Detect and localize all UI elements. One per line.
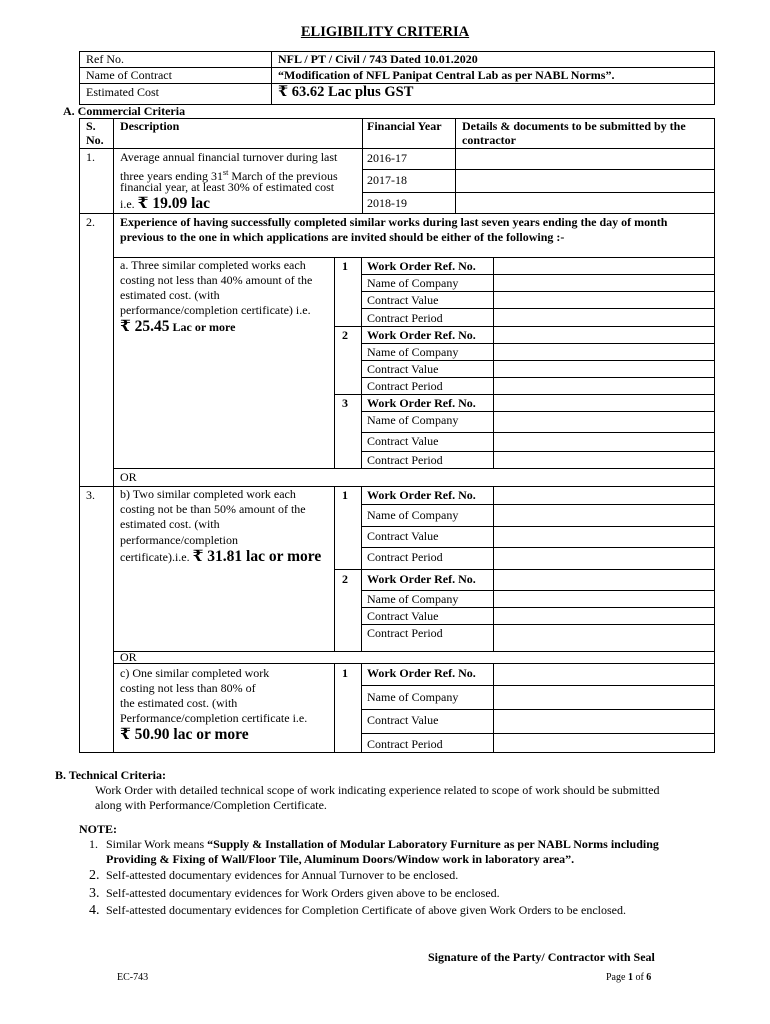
c1-period: Contract Period	[367, 737, 443, 751]
row1-line3: financial year, at least 30% of estimated cost	[120, 180, 335, 194]
option-b-line2: costing not be than 50% amount of the	[120, 502, 306, 516]
fy-year-3: 2018-19	[367, 196, 407, 210]
page-title: ELIGIBILITY CRITERIA	[300, 24, 470, 40]
b1-value: Contract Value	[367, 529, 439, 543]
option-c-amount: ₹ 50.90 lac or more	[120, 726, 249, 743]
or-label-1: OR	[120, 470, 137, 484]
col-description: Description	[120, 119, 180, 133]
or-label-2: OR	[120, 650, 137, 664]
option-a-line2: costing not less than 40% amount of the	[120, 273, 313, 287]
b2-period: Contract Period	[367, 626, 443, 640]
option-c-line3: the estimated cost. (with	[120, 696, 238, 710]
note-1-line1: Similar Work means “Supply & Installation of Modular Laboratory Furniture as per NABL Norms including	[106, 837, 659, 851]
row1-line2: three years ending 31st March of the previous	[120, 168, 338, 183]
contract-label: Name of Contract	[86, 68, 172, 82]
a2-period: Contract Period	[367, 379, 443, 393]
option-c-line4: Performance/completion certificate i.e.	[120, 711, 308, 725]
work-num-a3: 3	[342, 396, 348, 410]
b2-company: Name of Company	[367, 592, 459, 606]
option-b-line3: estimated cost. (with	[120, 517, 220, 531]
technical-heading: B. Technical Criteria:	[55, 768, 166, 782]
a2-company: Name of Company	[367, 345, 459, 359]
a3-value: Contract Value	[367, 434, 439, 448]
ref-value: NFL / PT / Civil / 743 Dated 10.01.2020	[278, 52, 478, 66]
ref-label: Ref No.	[86, 52, 124, 66]
signature-label: Signature of the Party/ Contractor with Seal	[428, 950, 655, 964]
a2-wo: Work Order Ref. No.	[367, 328, 476, 342]
c1-value: Contract Value	[367, 713, 439, 727]
note-4-number: 4.	[89, 903, 100, 918]
note-4-text: Self-attested documentary evidences for Completion Certificate of above given Work Orders to be enclosed.	[106, 903, 626, 917]
a1-value: Contract Value	[367, 293, 439, 307]
option-c-line2: costing not less than 80% of	[120, 681, 256, 695]
work-num-b2: 2	[342, 572, 348, 586]
col-sno-2: No.	[86, 133, 104, 147]
row3-sno: 3.	[86, 488, 95, 502]
a3-company: Name of Company	[367, 413, 459, 427]
work-num-b1: 1	[342, 488, 348, 502]
col-documents-2: contractor	[462, 133, 516, 147]
col-financial-year: Financial Year	[367, 119, 442, 133]
footer-code: EC-743	[117, 972, 149, 983]
note-heading: NOTE:	[79, 822, 118, 836]
note-2-number: 2.	[89, 868, 100, 883]
option-a-amount: ₹ 25.45 Lac or more	[120, 318, 236, 335]
note-1-number: 1.	[89, 837, 98, 851]
work-num-c1: 1	[342, 666, 348, 680]
row2-line1: Experience of having successfully completed similar works during last seven years ending the day of month	[120, 215, 668, 229]
b1-period: Contract Period	[367, 550, 443, 564]
c1-wo: Work Order Ref. No.	[367, 666, 476, 680]
contract-value: “Modification of NFL Panipat Central Lab as per NABL Norms”.	[278, 68, 615, 82]
work-num-a1: 1	[342, 259, 348, 273]
note-1-line2: Providing & Fixing of Wall/Floor Tile, Aluminum Doors/Window work in laboratory area”.	[106, 852, 575, 866]
cost-label: Estimated Cost	[86, 85, 159, 99]
note-3-number: 3.	[89, 886, 100, 901]
work-num-a2: 2	[342, 328, 348, 342]
row1-sno: 1.	[86, 150, 95, 164]
option-a-line3: estimated cost. (with	[120, 288, 220, 302]
note-3-text: Self-attested documentary evidences for Work Orders given above to be enclosed.	[106, 886, 500, 900]
note-2-text: Self-attested documentary evidences for Annual Turnover to be enclosed.	[106, 868, 459, 882]
b1-wo: Work Order Ref. No.	[367, 488, 476, 502]
a1-company: Name of Company	[367, 276, 459, 290]
row1-line4: i.e. ₹ 19.09 lac	[120, 195, 211, 212]
col-documents-1: Details & documents to be submitted by the	[462, 119, 686, 133]
option-b-line4: performance/completion	[120, 533, 238, 547]
option-a-line1: a. Three similar completed works each	[120, 258, 306, 272]
a1-wo: Work Order Ref. No.	[367, 259, 476, 273]
a2-value: Contract Value	[367, 362, 439, 376]
b2-wo: Work Order Ref. No.	[367, 572, 476, 586]
row1-line1: Average annual financial turnover during last	[120, 150, 338, 164]
footer-page: Page 1 of 6	[606, 972, 652, 983]
fy-year-1: 2016-17	[367, 151, 407, 165]
a1-period: Contract Period	[367, 311, 443, 325]
a3-period: Contract Period	[367, 453, 443, 467]
commercial-heading: A. Commercial Criteria	[63, 104, 186, 118]
b1-company: Name of Company	[367, 508, 459, 522]
row2-line2: previous to the one in which applications are invited should be either of the following :-	[120, 230, 565, 244]
technical-line1: Work Order with detailed technical scope of work indicating experience related to scope of work should be submitted	[95, 783, 660, 797]
technical-line2: along with Performance/Completion Certificate.	[95, 798, 327, 812]
b2-value: Contract Value	[367, 609, 439, 623]
cost-value: ₹ 63.62 Lac plus GST	[278, 84, 414, 100]
fy-year-2: 2017-18	[367, 173, 407, 187]
a3-wo: Work Order Ref. No.	[367, 396, 476, 410]
option-a-line4: performance/completion certificate) i.e.	[120, 303, 311, 317]
option-b-amount: certificate).i.e. ₹ 31.81 lac or more	[120, 548, 322, 565]
row2-sno: 2.	[86, 215, 95, 229]
col-sno-1: S.	[86, 119, 96, 133]
c1-company: Name of Company	[367, 690, 459, 704]
option-c-line1: c) One similar completed work	[120, 666, 270, 680]
option-b-line1: b) Two similar completed work each	[120, 487, 296, 501]
